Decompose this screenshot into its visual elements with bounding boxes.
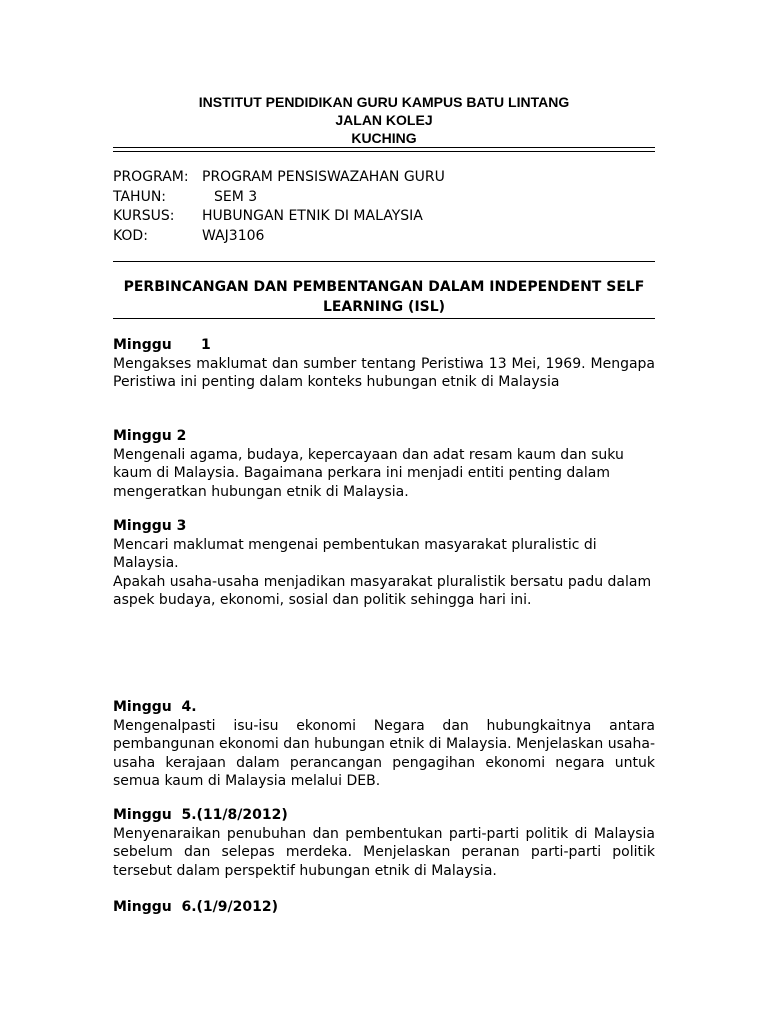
week-paragraph: Mengenali agama, budaya, kepercayaan dan adat resam kaum dan suku kaum di Malaysia. Bagaimana perkara ini menjadi entiti penting dalam mengeratkan hubungan etnik di Malaysia. <box>113 446 624 500</box>
week-section-6 <box>113 898 655 917</box>
week-title: Minggu 3 <box>113 518 187 534</box>
header-double-rule <box>113 147 655 152</box>
week-paragraph: Mengakses maklumat dan sumber tentang Peristiwa 13 Mei, 1969. Mengapa Peristiwa ini penting dalam konteks hubungan etnik di Malaysia <box>113 355 655 390</box>
week-title: Minggu 5.(11/8/2012) <box>113 807 288 823</box>
course-info <box>113 168 445 246</box>
info-label: PROGRAM: <box>113 169 189 185</box>
week-title: Minggu 6.(1/9/2012) <box>113 899 278 915</box>
header-line-city: KUCHING <box>351 130 417 146</box>
week-paragraph: Mencari maklumat mengenai pembentukan masyarakat pluralistic di Malaysia. <box>113 536 597 571</box>
week-title: Minggu 4. <box>113 699 197 715</box>
week-title: Minggu 2 <box>113 428 187 444</box>
divider-rule <box>113 261 655 262</box>
week-section-2 <box>113 427 655 501</box>
header-line-street: JALAN KOLEJ <box>335 112 433 128</box>
week-paragraph: Mengenalpasti isu-isu ekonomi Negara dan hubungkaitnya antara pembangunan ekonomi dan hubungan etnik di Malaysia. Menjelaskan usaha-usaha kerajaan dalam perancangan pengagihan ekonomi negara untuk semua kaum di Malaysia melalui DEB. <box>113 717 655 789</box>
info-row-program <box>113 168 445 188</box>
week-section-3 <box>113 517 655 610</box>
isl-section-title: PERBINCANGAN DAN PEMBENTANGAN DALAM INDEPENDENT SELF LEARNING (ISL) <box>123 279 645 315</box>
header-line-institution: INSTITUT PENDIDIKAN GURU KAMPUS BATU LINTANG <box>198 94 570 110</box>
title-underline <box>113 318 655 319</box>
institution-header <box>113 93 655 147</box>
info-label: KURSUS: <box>113 208 175 224</box>
info-row-course <box>113 207 445 227</box>
info-value: SEM 3 <box>214 188 258 205</box>
info-value: PROGRAM PENSISWAZAHAN GURU <box>202 169 445 185</box>
week-section-5 <box>113 806 655 880</box>
info-value: WAJ3106 <box>202 227 265 244</box>
info-label: KOD: <box>113 227 148 244</box>
info-row-year <box>113 188 445 208</box>
week-paragraph: Menyenaraikan penubuhan dan pembentukan parti-parti politik di Malaysia sebelum dan selepas merdeka. Menjelaskan peranan parti-parti politik tersebut dalam perspektif hubungan etnik di Malaysia. <box>113 825 655 879</box>
info-value: HUBUNGAN ETNIK DI MALAYSIA <box>202 208 423 224</box>
week-title: Minggu 1 <box>113 337 211 353</box>
info-label: TAHUN: <box>113 188 167 205</box>
week-section-1 <box>113 336 655 392</box>
info-row-code <box>113 227 445 247</box>
week-section-4 <box>113 698 655 791</box>
week-paragraph: Apakah usaha-usaha menjadikan masyarakat pluralistik bersatu padu dalam aspek budaya, ekonomi, sosial dan politik sehingga hari ini. <box>113 573 652 608</box>
